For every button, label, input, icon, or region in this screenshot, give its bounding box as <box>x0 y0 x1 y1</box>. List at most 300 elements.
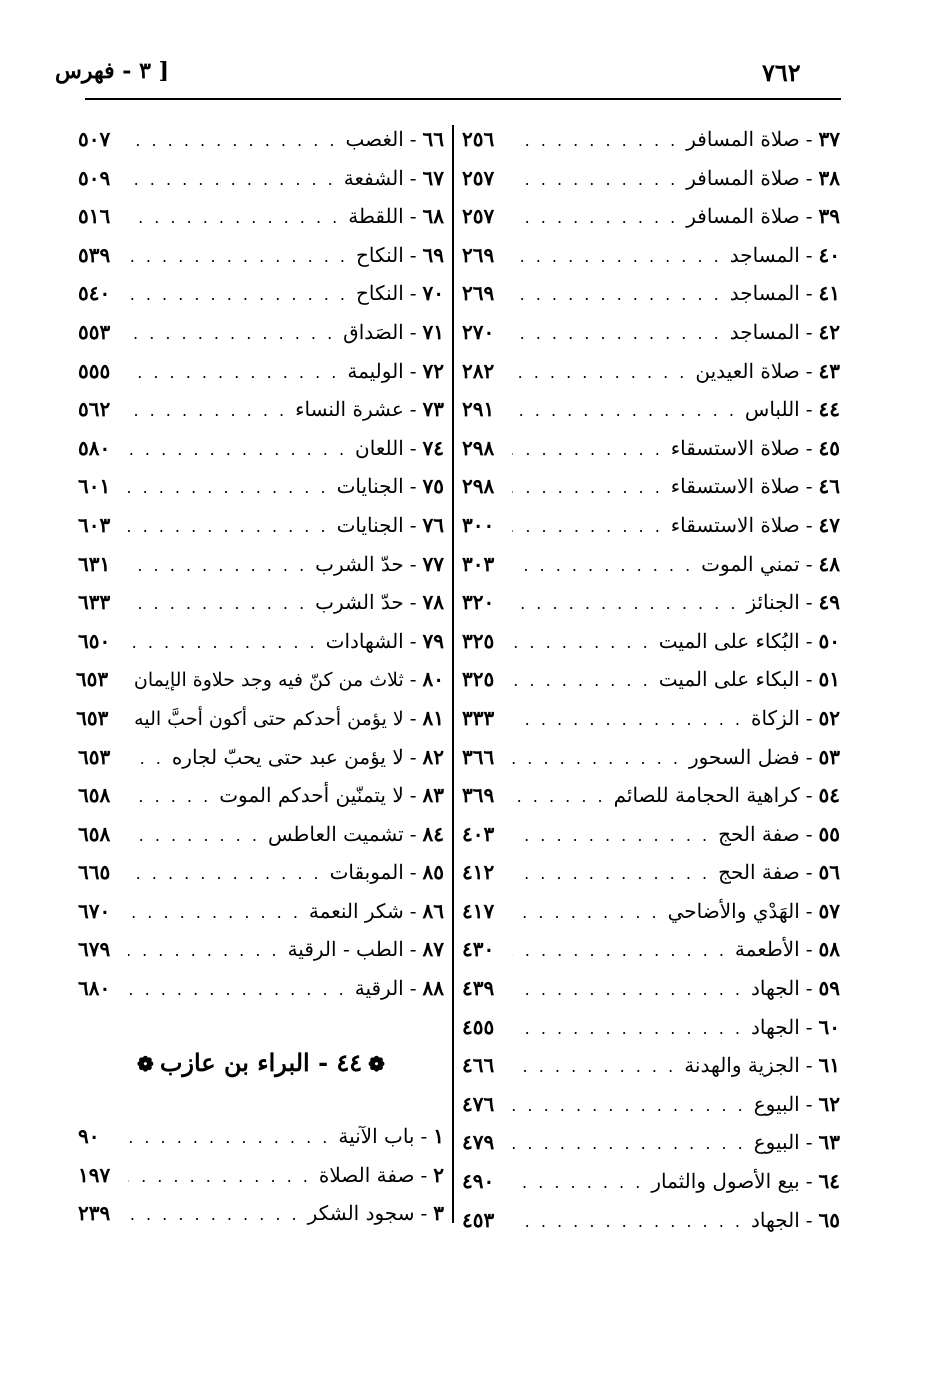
section-heading <box>78 1048 444 1077</box>
index-entry <box>75 660 444 699</box>
index-entry <box>462 969 840 1008</box>
leader-dots <box>512 469 663 508</box>
entry-title: كراهية الحجامة للصائم <box>613 783 800 808</box>
entry-dash: - <box>805 783 813 808</box>
entry-dash: - <box>805 590 813 615</box>
index-entry <box>78 622 444 661</box>
entry-title: تشميت العاطس <box>267 821 404 846</box>
entry-number: ٨٢ <box>422 744 444 769</box>
leader-dots <box>512 817 710 856</box>
entry-number: ٤٩ <box>818 590 840 615</box>
entry-page-number: ٤٥٥ <box>462 1014 495 1039</box>
entry-page-number: ٣٣٣ <box>462 705 495 730</box>
entry-title: اللباس <box>744 397 800 422</box>
entry-page-number: ٢٦٩ <box>462 242 495 267</box>
index-entry <box>462 622 840 661</box>
entry-title: البيوع <box>753 1130 800 1155</box>
leader-dots <box>128 122 337 161</box>
entry-dash: - <box>805 551 813 576</box>
entry-dash: - <box>409 744 417 769</box>
index-entry <box>462 467 840 506</box>
entry-dash: - <box>409 242 417 267</box>
entry-title: النكاح <box>356 281 404 306</box>
entry-number: ٧١ <box>422 319 444 344</box>
leader-dots <box>512 1125 746 1164</box>
entry-number: ٥٥ <box>818 821 840 846</box>
entry-title: المساجد <box>729 242 800 267</box>
entry-number: ٤٢ <box>818 319 840 344</box>
entry-page-number: ٣٠٣ <box>462 551 495 576</box>
entry-dash: - <box>409 821 417 846</box>
entry-dash: - <box>409 667 417 692</box>
entry-page-number: ٦٥٣ <box>75 667 109 692</box>
entry-number: ٦٣ <box>818 1130 840 1155</box>
entry-number: ٦٤ <box>818 1169 840 1194</box>
entry-title: صلاة العيدين <box>695 358 800 383</box>
leader-dots <box>128 1158 311 1197</box>
index-entry <box>78 892 444 931</box>
leader-dots <box>128 778 211 817</box>
entry-number: ٥٤ <box>818 783 840 808</box>
entry-title: الجزية والهدنة <box>684 1053 800 1078</box>
entry-page-number: ٤١٢ <box>462 860 495 885</box>
entry-title: صلاة المسافر <box>686 165 800 190</box>
entry-page-number: ٦٠١ <box>78 474 111 499</box>
index-entry <box>462 197 840 236</box>
entry-title: صلاة الاستسقاء <box>670 474 800 499</box>
entry-page-number: ٦٧٠ <box>78 898 111 923</box>
entry-page-number: ٦٥٣ <box>76 705 109 730</box>
entry-dash: - <box>805 281 813 306</box>
entry-title: صفة الحج <box>718 821 800 846</box>
entry-dash: - <box>805 204 813 229</box>
entry-dash: - <box>409 319 417 344</box>
index-entry <box>462 159 840 198</box>
entry-page-number: ٤٣٩ <box>462 976 495 1001</box>
entry-dash: - <box>409 512 417 537</box>
leader-dots <box>512 1087 746 1126</box>
entry-number: ٦٨ <box>422 204 444 229</box>
leader-dots <box>128 624 318 663</box>
entry-page-number: ٢٥٧ <box>462 165 495 190</box>
entry-title: الهَدْي والأضاحي <box>667 898 800 923</box>
entry-dash: - <box>409 590 417 615</box>
entry-number: ٧٠ <box>422 281 444 306</box>
entry-number: ٣ <box>433 1201 444 1226</box>
entry-number: ٥٧ <box>818 898 840 923</box>
index-entry <box>462 1201 840 1240</box>
entry-number: ٧٩ <box>422 628 444 653</box>
entry-dash: - <box>409 358 417 383</box>
entry-page-number: ٥٠٩ <box>78 165 111 190</box>
leader-dots <box>128 547 307 586</box>
entry-title: الجهاد <box>750 1014 800 1039</box>
entry-title: شكر النعمة <box>308 898 404 923</box>
leader-dots <box>128 199 340 238</box>
entry-page-number: ٥٦٢ <box>78 397 111 422</box>
entry-dash: - <box>805 474 813 499</box>
entry-page-number: ٥٥٣ <box>78 319 111 344</box>
index-entry <box>462 738 840 777</box>
entry-page-number: ٥١٦ <box>78 204 111 229</box>
entry-title: بيع الأصول والثمار <box>651 1169 800 1194</box>
index-entry <box>78 699 444 738</box>
index-entry <box>462 1046 840 1085</box>
entry-page-number: ٥٠٧ <box>78 127 111 151</box>
entry-dash: - <box>805 1130 813 1155</box>
entry-page-number: ٥٤٠ <box>78 281 111 306</box>
entry-number: ٤٨ <box>818 551 840 576</box>
index-entry <box>78 930 444 969</box>
entry-dash: - <box>805 397 813 422</box>
entry-page-number: ٦٥٣ <box>78 744 111 769</box>
entry-dash: - <box>805 976 813 1001</box>
entry-number: ٥١ <box>818 667 840 692</box>
entry-number: ٤٦ <box>818 474 840 499</box>
leader-dots <box>512 662 651 701</box>
entry-page-number: ٢٥٦ <box>462 127 495 151</box>
leader-dots <box>128 276 348 315</box>
entry-number: ٦٧ <box>422 165 444 190</box>
leader-dots <box>512 431 663 470</box>
entry-dash: - <box>805 744 813 769</box>
entry-dash: - <box>409 705 417 730</box>
index-entry <box>78 313 444 352</box>
index-entry <box>462 776 840 815</box>
entry-page-number: ٦٥٨ <box>78 821 111 846</box>
entry-number: ٥٠ <box>818 628 840 653</box>
entry-number: ٦٩ <box>422 242 444 267</box>
entry-title: الموبقات <box>329 860 404 885</box>
entry-title: الزكاة <box>750 705 800 730</box>
entry-number: ٨٧ <box>422 937 444 962</box>
entry-number: ٥٢ <box>818 705 840 730</box>
entry-page-number: ٦٦٥ <box>78 860 111 885</box>
ornament-icon: ❁ <box>137 1052 154 1076</box>
entry-title: البُكاء على الميت <box>658 628 800 653</box>
entry-page-number: ٢٩٨ <box>462 474 495 499</box>
entry-page-number: ٤٩٠ <box>462 1169 495 1194</box>
entry-number: ٨٥ <box>422 860 444 885</box>
entry-page-number: ٤٧٦ <box>462 1091 495 1116</box>
entry-title: لا يؤمن أحدكم حتى أكون أحبَّ اليه <box>134 707 404 730</box>
entry-title: الجهاد <box>750 1207 800 1232</box>
index-entry <box>462 429 840 468</box>
leader-dots <box>128 469 329 508</box>
entry-number: ٤٧ <box>818 512 840 537</box>
index-entry <box>78 776 444 815</box>
entry-number: ٧٨ <box>422 590 444 615</box>
entry-dash: - <box>805 628 813 653</box>
index-entry <box>78 853 444 892</box>
entry-page-number: ٤١٧ <box>462 898 495 923</box>
leader-dots <box>128 817 260 856</box>
index-entry <box>462 352 840 391</box>
leader-dots <box>512 971 743 1010</box>
index-entry <box>462 892 840 931</box>
entry-page-number: ٤٧٩ <box>462 1130 495 1155</box>
entry-title: المساجد <box>729 281 800 306</box>
leader-dots <box>512 315 722 354</box>
index-entry <box>78 1117 444 1156</box>
index-entry <box>78 1194 444 1233</box>
entry-number: ٣٨ <box>818 165 840 190</box>
entry-title: الرقية <box>354 976 404 1001</box>
entry-number: ٦٥ <box>818 1207 840 1232</box>
leader-dots <box>512 122 678 161</box>
index-entry <box>78 120 444 159</box>
entry-dash: - <box>420 1124 428 1148</box>
index-entry <box>462 545 840 584</box>
entry-page-number: ٦٥٠ <box>78 628 111 653</box>
entry-dash: - <box>409 435 417 460</box>
entry-title: حدّ الشرب <box>315 551 404 576</box>
entry-dash: - <box>805 860 813 885</box>
entry-dash: - <box>805 667 813 692</box>
entry-dash: - <box>409 937 417 962</box>
entry-dash: - <box>805 898 813 923</box>
entry-number: ٧٧ <box>422 551 444 576</box>
index-entry <box>78 429 444 468</box>
leader-dots <box>512 547 693 586</box>
entry-page-number: ٦٣٣ <box>78 590 111 615</box>
entry-dash: - <box>409 474 417 499</box>
entry-title: حدّ الشرب <box>315 590 404 615</box>
index-entry <box>462 583 840 622</box>
entry-title: اللعان <box>355 435 404 460</box>
column-divider <box>452 125 454 1223</box>
index-entry <box>462 660 840 699</box>
entry-number: ٨٤ <box>422 821 444 846</box>
index-column-left <box>75 120 444 1008</box>
entry-dash: - <box>420 1162 428 1187</box>
leader-dots <box>512 1010 743 1049</box>
entry-dash: - <box>409 127 417 151</box>
entry-dash: - <box>409 898 417 923</box>
index-entry <box>462 236 840 275</box>
ornament-icon: ❁ <box>368 1052 385 1076</box>
entry-title: لا يؤمن عبد حتى يحبّ لجاره <box>171 744 404 769</box>
entry-number: ٤٣ <box>818 358 840 383</box>
index-entry <box>78 197 444 236</box>
entry-page-number: ٩٠ <box>78 1124 100 1148</box>
entry-number: ٢ <box>433 1162 444 1187</box>
entry-page-number: ٦٨٠ <box>78 976 111 1001</box>
entry-page-number: ٥٥٥ <box>78 358 111 383</box>
index-entry <box>78 236 444 275</box>
entry-dash: - <box>805 1014 813 1039</box>
leader-dots <box>128 315 335 354</box>
index-column-right <box>462 120 840 1239</box>
entry-page-number: ٣٠٠ <box>462 512 495 537</box>
entry-title: اللقطة <box>348 204 404 229</box>
entry-dash: - <box>409 281 417 306</box>
index-entry <box>78 545 444 584</box>
entry-dash: - <box>409 628 417 653</box>
entry-dash: - <box>409 204 417 229</box>
entry-title: تمني الموت <box>701 551 800 576</box>
leader-dots <box>128 1196 300 1235</box>
leader-dots <box>512 740 681 779</box>
entry-number: ١ <box>433 1124 444 1148</box>
entry-title: البيوع <box>753 1091 800 1116</box>
entry-page-number: ٢٧٠ <box>462 319 495 344</box>
entry-number: ٨١ <box>422 705 444 730</box>
leader-dots <box>128 1119 330 1158</box>
entry-number: ٦٦ <box>422 127 444 151</box>
leader-dots <box>128 932 280 971</box>
section-entries <box>78 1117 444 1233</box>
entry-dash: - <box>805 937 813 962</box>
entry-title: الجهاد <box>750 976 800 1001</box>
entry-number: ٤٥ <box>818 435 840 460</box>
entry-number: ٤٠ <box>818 242 840 267</box>
entry-page-number: ٢٥٧ <box>462 204 495 229</box>
leader-dots <box>512 585 738 624</box>
index-entry <box>78 969 444 1008</box>
entry-dash: - <box>805 1207 813 1232</box>
leader-dots <box>512 161 678 200</box>
entry-dash: - <box>805 319 813 344</box>
entry-page-number: ٥٣٩ <box>78 242 111 267</box>
entry-title: فضل السحور <box>688 744 800 769</box>
index-entry <box>462 1085 840 1124</box>
entry-title: المساجد <box>729 319 800 344</box>
leader-dots <box>512 1203 743 1242</box>
entry-page-number: ٣٢٠ <box>462 590 495 615</box>
entry-page-number: ٦٠٣ <box>78 512 111 537</box>
leader-dots <box>128 238 348 277</box>
leader-dots <box>128 740 164 779</box>
index-entry <box>78 1156 444 1195</box>
entry-number: ٥٣ <box>818 744 840 769</box>
entry-dash: - <box>805 127 813 151</box>
entry-title: الجنايات <box>336 474 404 499</box>
entry-dash: - <box>409 860 417 885</box>
entry-number: ٨٦ <box>422 898 444 923</box>
entry-title: الشفعة <box>343 165 404 190</box>
running-header: [ ٣ - فهرس <box>55 58 170 84</box>
entry-page-number: ٢٩١ <box>462 397 495 422</box>
entry-page-number: ٥٨٠ <box>78 435 111 460</box>
entry-title: الوليمة <box>347 358 404 383</box>
header-divider <box>85 98 841 100</box>
entry-dash: - <box>805 1091 813 1116</box>
entry-title: النكاح <box>356 242 404 267</box>
leader-dots <box>512 508 663 547</box>
entry-title: البكاء على الميت <box>658 667 800 692</box>
index-entry <box>462 313 840 352</box>
entry-dash: - <box>805 1053 813 1078</box>
entry-title: الأطعمة <box>734 937 800 962</box>
entry-page-number: ٤٦٦ <box>462 1053 495 1078</box>
entry-number: ٤٤ <box>818 397 840 422</box>
index-entry <box>78 390 444 429</box>
leader-dots <box>512 701 743 740</box>
leader-dots <box>128 971 347 1010</box>
entry-page-number: ٦٥٨ <box>78 783 111 808</box>
index-entry <box>462 274 840 313</box>
entry-dash: - <box>805 358 813 383</box>
entry-dash: - <box>409 397 417 422</box>
entry-title: الجنايات <box>336 512 404 537</box>
entry-dash: - <box>805 705 813 730</box>
index-entry <box>462 815 840 854</box>
leader-dots <box>128 431 347 470</box>
index-entry <box>78 467 444 506</box>
entry-dash: - <box>409 976 417 1001</box>
entry-title: صلاة المسافر <box>686 204 800 229</box>
entry-page-number: ٢٣٩ <box>78 1201 111 1226</box>
entry-title: لا يتمنّين أحدكم الموت <box>219 783 404 808</box>
leader-dots <box>512 276 722 315</box>
entry-page-number: ٦٧٩ <box>78 937 111 962</box>
leader-dots <box>128 392 287 431</box>
entry-number: ٨٠ <box>422 667 444 692</box>
section-heading-text: ٤٤ - البراء بن عازب <box>159 1048 363 1077</box>
entry-number: ٧٥ <box>422 474 444 499</box>
index-entry <box>462 1123 840 1162</box>
entry-title: الصَداق <box>343 319 404 344</box>
entry-title: الجنائز <box>746 590 800 615</box>
index-entry <box>78 159 444 198</box>
entry-number: ٧٦ <box>422 512 444 537</box>
entry-dash: - <box>805 821 813 846</box>
entry-title: الطب - الرقية <box>287 937 404 962</box>
index-entry <box>78 506 444 545</box>
entry-dash: - <box>409 783 417 808</box>
leader-dots <box>512 354 687 393</box>
index-entry <box>462 390 840 429</box>
entry-page-number: ٣٦٩ <box>462 783 495 808</box>
entry-title: ثلاث من كنّ فيه وجد حلاوة الإيمان <box>133 669 404 692</box>
entry-number: ٦٢ <box>818 1091 840 1116</box>
entry-page-number: ٣٢٥ <box>462 667 495 692</box>
entry-page-number: ٤٠٣ <box>462 821 495 846</box>
entry-title: باب الآنية <box>338 1124 415 1148</box>
entry-number: ٧٣ <box>422 397 444 422</box>
entry-title: صلاة المسافر <box>686 127 800 151</box>
entry-page-number: ٣٦٦ <box>462 744 495 769</box>
entry-number: ٤١ <box>818 281 840 306</box>
index-entry <box>462 853 840 892</box>
entry-number: ٥٦ <box>818 860 840 885</box>
leader-dots <box>512 1164 643 1203</box>
entry-dash: - <box>409 165 417 190</box>
page-number: ٧٦٢ <box>762 58 801 87</box>
entry-page-number: ٢٨٢ <box>462 358 495 383</box>
index-entry <box>462 1008 840 1047</box>
leader-dots <box>512 1048 676 1087</box>
leader-dots <box>512 624 651 663</box>
entry-dash: - <box>805 165 813 190</box>
entry-dash: - <box>805 435 813 460</box>
index-entry <box>462 1162 840 1201</box>
entry-number: ٨٣ <box>422 783 444 808</box>
entry-dash: - <box>805 512 813 537</box>
entry-page-number: ٣٢٥ <box>462 628 495 653</box>
entry-number: ٧٤ <box>422 435 444 460</box>
entry-number: ٦١ <box>818 1053 840 1078</box>
index-entry <box>78 352 444 391</box>
entry-title: الغصب <box>345 127 404 151</box>
index-entry <box>78 738 444 777</box>
leader-dots <box>512 855 710 894</box>
leader-dots <box>128 508 329 547</box>
entry-number: ٦٠ <box>818 1014 840 1039</box>
leader-dots <box>512 894 660 933</box>
entry-number: ٧٢ <box>422 358 444 383</box>
